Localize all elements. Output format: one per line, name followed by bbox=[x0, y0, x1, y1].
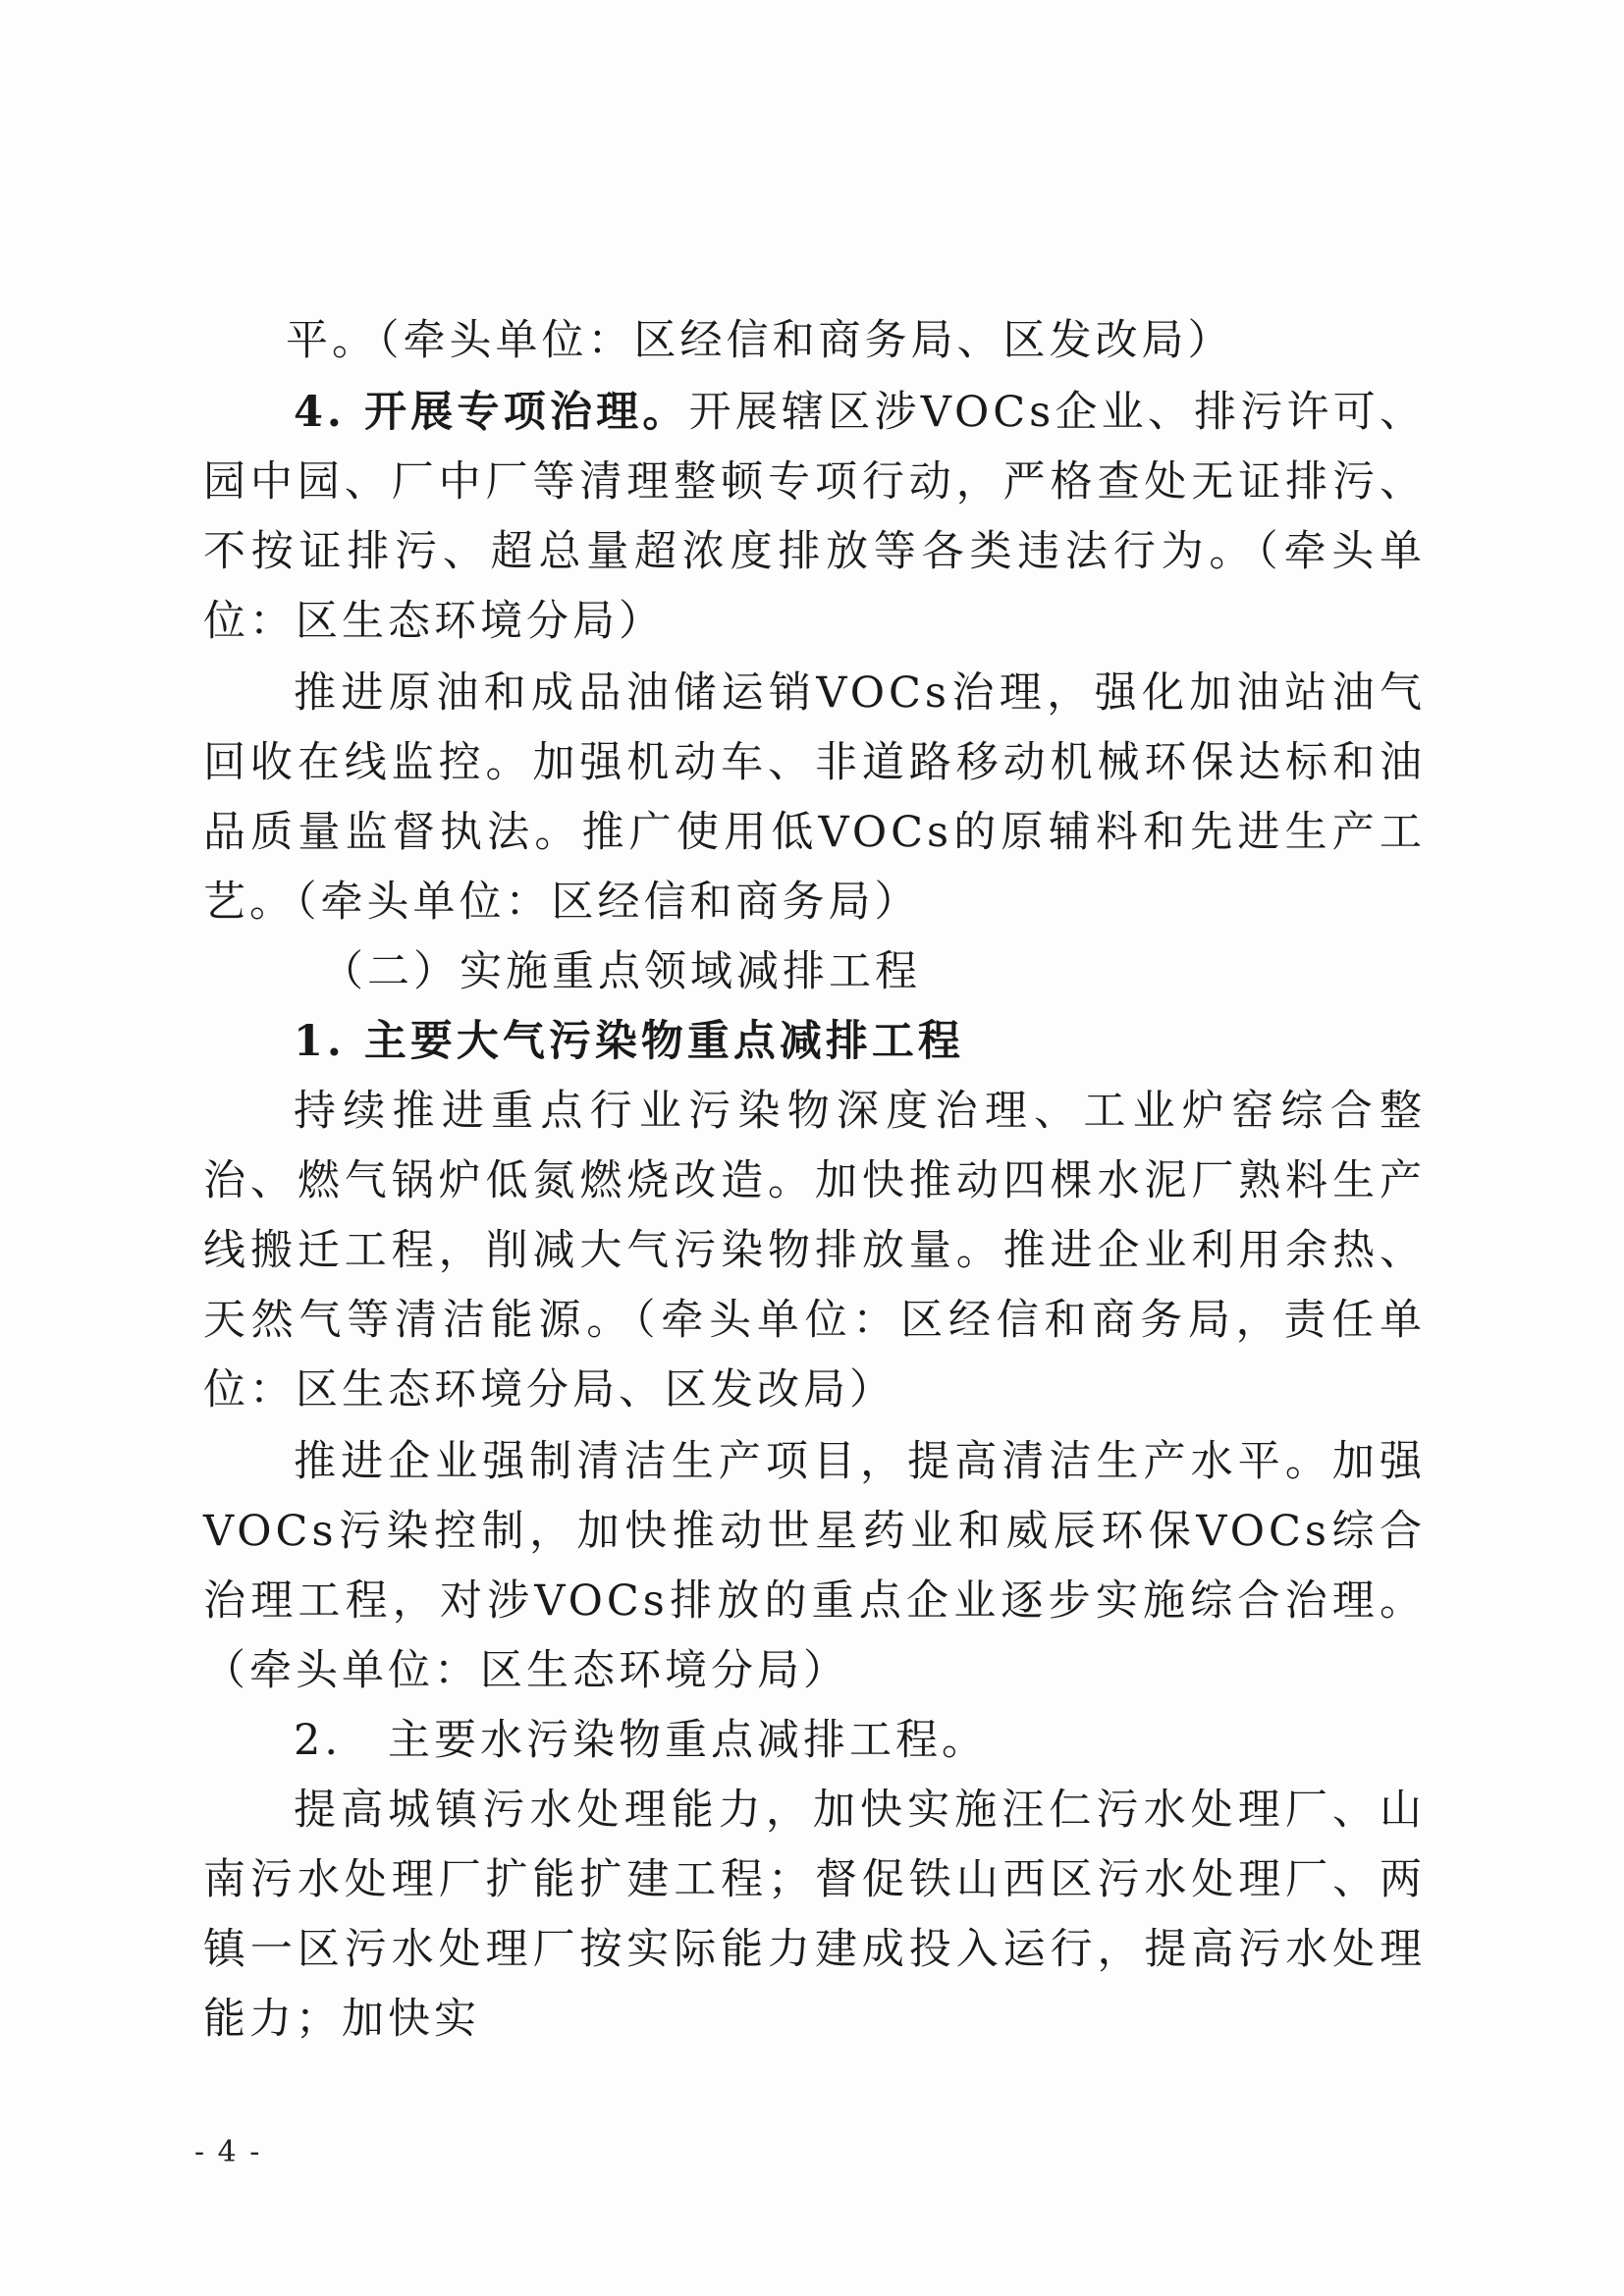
paragraph-text: 提高城镇污水处理能力，加快实施汪仁污水处理厂、山南污水处理厂扩能扩建工程；督促铁山西区污水处理厂、两镇一区污水处理厂按实际能力建成投入运行，提高污水处理能力；加快实 bbox=[203, 1786, 1426, 2044]
paragraph-continuation bbox=[203, 306, 1426, 376]
document-body bbox=[203, 306, 1426, 2055]
paragraph-text: 平。（牵头单位：区经信和商务局、区发改局） bbox=[286, 316, 1234, 365]
subsection-heading-air: 1. 主要大气污染物重点减排工程 bbox=[294, 1017, 964, 1066]
paragraph-sewage-treatment bbox=[203, 1776, 1426, 2055]
paragraph-text: 推进原油和成品油储运销VOCs治理，强化加油站油气回收在线监控。加强机动车、非道路移动机械环保达标和油品质量监督执法。推广使用低VOCs的原辅料和先进生产工艺。（牵头单位：区经信和商务局） bbox=[203, 668, 1426, 927]
paragraph-lead: 4. 开展专项治理。 bbox=[294, 388, 689, 437]
paragraph-text: 开展辖区涉VOCs企业、排污许可、园中园、厂中厂等清理整顿专项行动，严格查处无证排污、不按证排污、超总量超浓度排放等各类违法行为。（牵头单位：区生态环境分局） bbox=[203, 388, 1426, 646]
paragraph-oil-vocs bbox=[203, 659, 1426, 937]
page-number: - 4 - bbox=[194, 2135, 262, 2169]
subsection-heading-water: 2. 主要水污染物重点减排工程。 bbox=[294, 1716, 989, 1765]
paragraph-special-governance bbox=[203, 378, 1426, 657]
paragraph-air-pollutants bbox=[203, 1077, 1426, 1425]
section-heading: （二）实施重点领域减排工程 bbox=[321, 947, 921, 996]
paragraph-clean-production bbox=[203, 1427, 1426, 1706]
paragraph-text: 持续推进重点行业污染物深度治理、工业炉窑综合整治、燃气锅炉低氮燃烧改造。加快推动四棵水泥厂熟料生产线搬迁工程，削减大气污染物排放量。推进企业利用余热、天然气等清洁能源。（牵头单位：区经信和商务局，责任单位：区生态环境分局、区发改局） bbox=[203, 1087, 1426, 1415]
paragraph-text: 推进企业强制清洁生产项目，提高清洁生产水平。加强VOCs污染控制，加快推动世星药业和威辰环保VOCs综合治理工程，对涉VOCs排放的重点企业逐步实施综合治理。（牵头单位：区生态环境分局） bbox=[203, 1437, 1426, 1695]
